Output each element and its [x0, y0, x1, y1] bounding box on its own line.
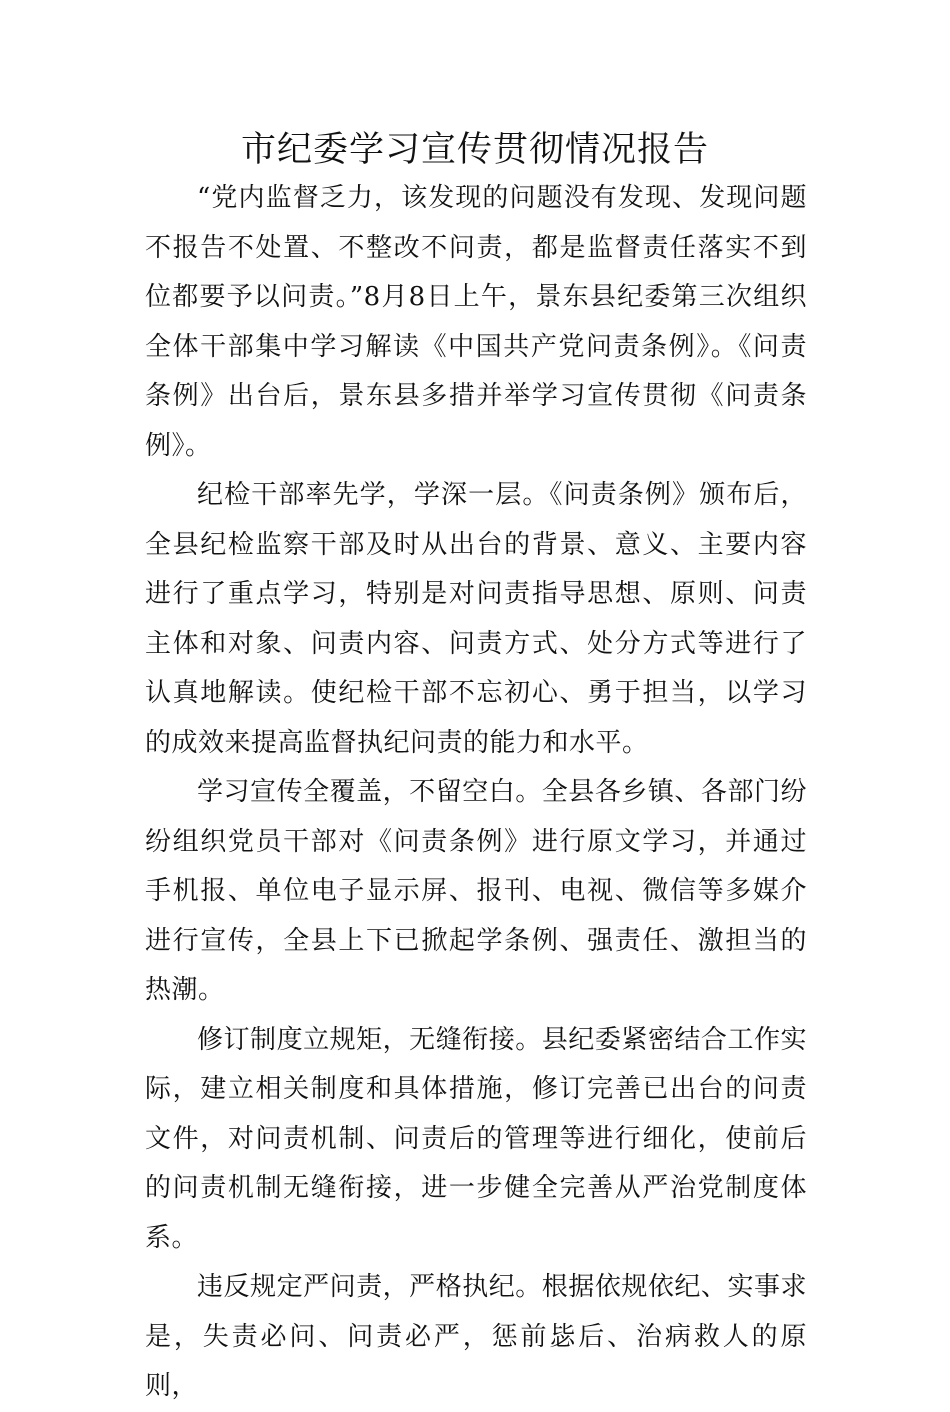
document-title: 市纪委学习宣传贯彻情况报告 [240, 130, 709, 170]
document-body [145, 174, 807, 1412]
paragraph-3: 学习宣传全覆盖，不留空白。全县各乡镇、各部门纷纷组织党员干部对《问责条例》进行原文学习，并通过手机报、单位电子显示屏、报刊、电视、微信等多媒介进行宣传，全县上下已掀起学条例、强责任、激担当的热潮。 [145, 777, 807, 1005]
paragraph-2: 纪检干部率先学，学深一层。《问责条例》颁布后，全县纪检监察干部及时从出台的背景、意义、主要内容进行了重点学习，特别是对问责指导思想、原则、问责主体和对象、问责内容、问责方式、处分方式等进行了认真地解读。使纪检干部不忘初心、勇于担当，以学习的成效来提高监督执纪问责的能力和水平。 [145, 480, 807, 758]
paragraph-5: 违反规定严问责，严格执纪。根据依规依纪、实事求是，失责必问、问责必严，惩前毖后、治病救人的原则， [145, 1272, 807, 1401]
paragraph-4: 修订制度立规矩，无缝衔接。县纪委紧密结合工作实际，建立相关制度和具体措施，修订完善已出台的问责文件，对问责机制、问责后的管理等进行细化，使前后的问责机制无缝衔接，进一步健全完善从严治党制度体系。 [145, 1024, 807, 1253]
paragraph-1: “党内监督乏力，该发现的问题没有发现、发现问题不报告不处置、不整改不问责，都是监督责任落实不到位都要予以问责。”8月8日上午，景东县纪委第三次组织全体干部集中学习解读《中国共产党问责条例》。《问责条例》出台后，景东县多措并举学习宣传贯彻《问责条例》。 [145, 183, 807, 461]
